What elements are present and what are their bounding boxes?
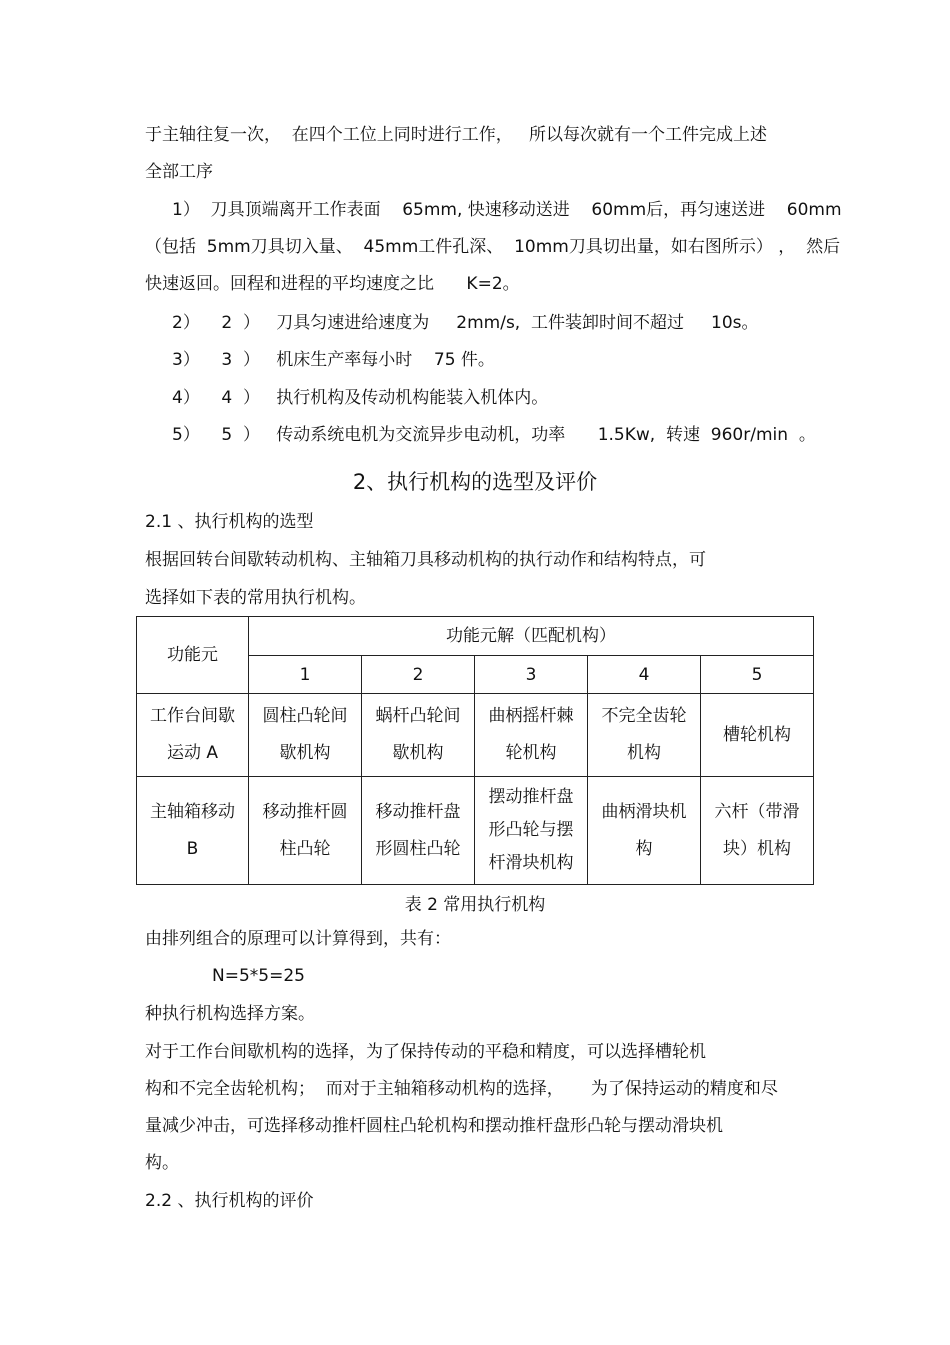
table-cell: 六杆（带滑 块）机构	[701, 777, 814, 885]
after-line-3: 种执行机构选择方案。	[145, 1004, 315, 1024]
subsection-heading-1: 2.1 、执行机构的选型	[145, 512, 314, 532]
table-col-header: 5	[701, 656, 814, 694]
table-cell: 槽轮机构	[701, 694, 814, 777]
row-label: 主轴箱移动 B	[137, 777, 249, 885]
requirement-5: 5） 5 ） 传动系统电机为交流异步电动机，功率 1.5Kw, 转速 960r/min 。	[172, 425, 816, 445]
requirement-4: 4） 4 ） 执行机构及传动机构能装入机体内。	[172, 388, 549, 408]
table-cell: 移动推杆圆 柱凸轮	[249, 777, 362, 885]
requirement-1c: 快速返回。回程和进程的平均速度之比 K=2。	[145, 274, 520, 294]
subsection-heading-2: 2.2 、执行机构的评价	[145, 1191, 314, 1211]
table-cell: 圆柱凸轮间 歇机构	[249, 694, 362, 777]
intro-line-2: 选择如下表的常用执行机构。	[145, 588, 366, 608]
paragraph-line-1: 于主轴往复一次， 在四个工位上同时进行工作， 所以每次就有一个工件完成上述	[145, 125, 768, 145]
after-line-5: 构和不完全齿轮机构； 而对于主轴箱移动机构的选择， 为了保持运动的精度和尽	[145, 1079, 778, 1099]
row-label: 工作台间歇 运动 A	[137, 694, 249, 777]
after-line-4: 对于工作台间歇机构的选择，为了保持传动的平稳和精度，可以选择槽轮机	[145, 1042, 706, 1062]
table-header-function-element: 功能元	[137, 617, 249, 694]
table-cell: 曲柄滑块机 构	[588, 777, 701, 885]
table-col-header: 2	[362, 656, 475, 694]
requirement-2: 2） 2 ） 刀具匀速进给速度为 2mm/s, 工件装卸时间不超过 10s。	[172, 313, 759, 333]
table-cell: 移动推杆盘 形圆柱凸轮	[362, 777, 475, 885]
after-line-1: 由排列组合的原理可以计算得到，共有：	[145, 929, 451, 949]
table-row	[137, 694, 814, 777]
intro-line-1: 根据回转台间歇转动机构、主轴箱刀具移动机构的执行动作和结构特点，可	[145, 550, 706, 570]
after-line-7: 构。	[145, 1153, 179, 1173]
section-heading: 2、执行机构的选型及评价	[352, 470, 598, 494]
requirement-3: 3） 3 ） 机床生产率每小时 75 件。	[172, 350, 495, 370]
table-col-header: 3	[475, 656, 588, 694]
paragraph-line-2: 全部工序	[145, 162, 213, 182]
requirement-1a: 1） 刀具顶端离开工作表面 65mm, 快速移动送进 60mm后，再匀速送进 60mm	[172, 200, 842, 220]
table-cell: 蜗杆凸轮间 歇机构	[362, 694, 475, 777]
table-header-group: 功能元解（匹配机构）	[249, 617, 814, 656]
table-row	[137, 777, 814, 885]
table-cell: 不完全齿轮 机构	[588, 694, 701, 777]
table-caption: 表 2 常用执行机构	[404, 895, 546, 915]
table-col-header: 1	[249, 656, 362, 694]
table-cell: 摆动推杆盘 形凸轮与摆 杆滑块机构	[475, 777, 588, 885]
table-cell: 曲柄摇杆棘 轮机构	[475, 694, 588, 777]
after-line-6: 量减少冲击，可选择移动推杆圆柱凸轮机构和摆动推杆盘形凸轮与摆动滑块机	[145, 1116, 723, 1136]
requirement-1b: （包括 5mm刀具切入量、 45mm工件孔深、 10mm刀具切出量，如右图所示） ， 然后	[145, 237, 841, 257]
table-col-header: 4	[588, 656, 701, 694]
formula: N=5*5=25	[212, 966, 305, 986]
mechanism-table	[136, 616, 814, 885]
